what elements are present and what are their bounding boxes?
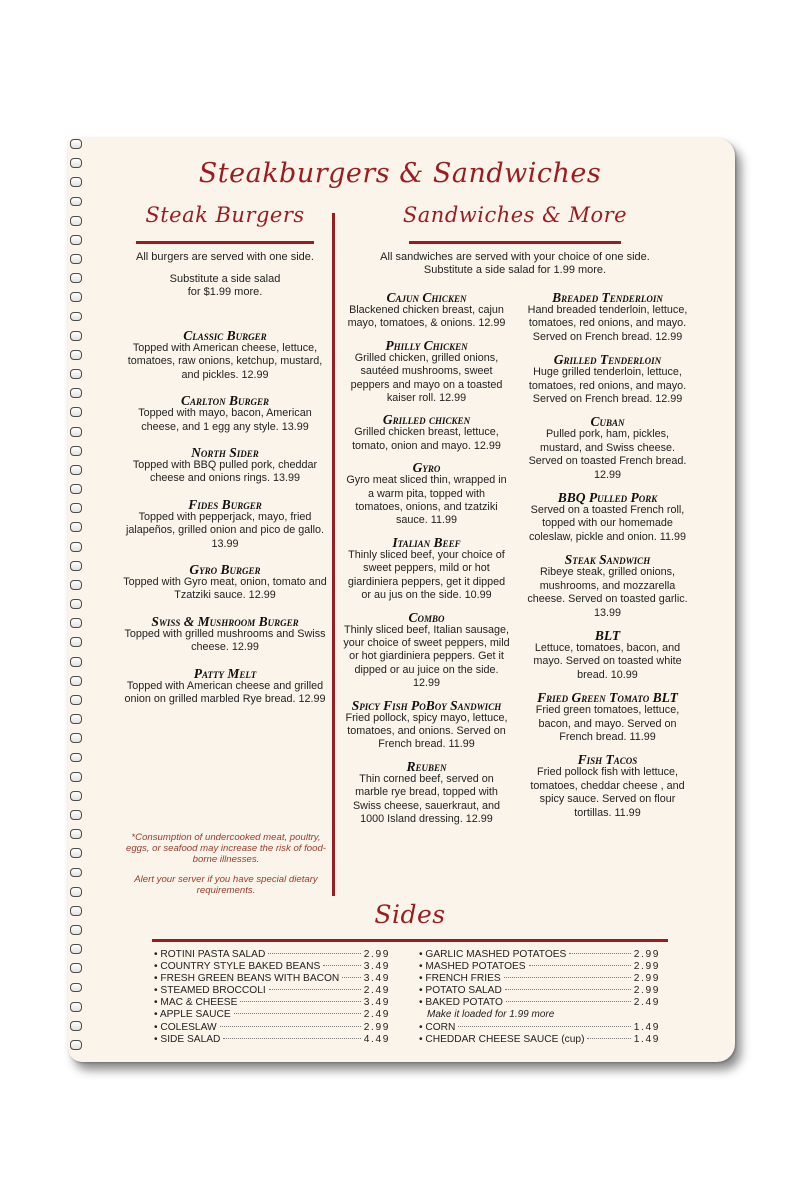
menu-item-description: Topped with BBQ pulled pork, cheddar cheese and onions rings. 13.99 [132, 459, 318, 485]
menu-item-name: Swiss & Mushroom Burger [151, 613, 299, 629]
sandwiches-left-column [343, 291, 510, 834]
spiral-ring [70, 561, 82, 571]
side-item-price: 1.49 [633, 1033, 660, 1045]
spiral-ring [70, 503, 82, 513]
spiral-ring [70, 791, 82, 801]
spiral-ring [70, 522, 82, 532]
menu-item-name: Gyro Burger [189, 562, 261, 578]
side-item-price: 2.49 [633, 997, 660, 1009]
menu-item-name: Fish Tacos [577, 752, 638, 768]
spiral-ring [70, 868, 82, 878]
menu-item-description: Thinly sliced beef, Italian sausage, your choice of sweet peppers, mild or hot giardiniera peppers. Get it dipped or au juice on the side. 12.99 [343, 623, 510, 690]
spiral-ring [70, 446, 82, 456]
steak-burgers-column [118, 251, 332, 719]
menu-item-description: Fried pollock fish with lettuce, tomatoes, cheddar cheese , and spicy sauce. Served on flour tortillas. 11.99 [530, 766, 685, 819]
menu-item-name: BLT [594, 627, 621, 643]
side-item-price: 2.99 [363, 1021, 390, 1033]
menu-item [524, 691, 691, 744]
menu-item [343, 536, 510, 603]
menu-item-description: Topped with grilled mushrooms and Swiss cheese. 12.99 [124, 627, 326, 654]
side-item-price: 3.49 [363, 961, 390, 973]
steak-burgers-heading: Steak Burgers [145, 203, 305, 227]
menu-item-description: Lettuce, tomatoes, bacon, and mayo. Served on toasted white bread. 10.99 [533, 641, 682, 681]
side-item-name: • SIDE SALAD [154, 1033, 221, 1045]
side-item-name: • MASHED POTATOES [419, 961, 526, 973]
menu-item-description: Grilled chicken breast, lettuce, tomato, onion and mayo. 12.99 [352, 426, 501, 452]
side-item-price: 2.99 [363, 949, 390, 960]
side-item [154, 973, 390, 985]
side-item [419, 949, 660, 961]
dot-leader [240, 1001, 360, 1002]
side-item-name: • CHEDDAR CHEESE SAUCE (cup) [419, 1033, 585, 1045]
food-safety-disclaimer: *Consumption of undercooked meat, poultry, eggs, or seafood may increase the risk of food-borne illnesses. [126, 832, 326, 865]
menu-item [343, 291, 510, 331]
side-item-price: 2.99 [633, 973, 660, 985]
menu-item-description: Topped with mayo, bacon, American cheese, and 1 egg any style. 13.99 [138, 407, 312, 433]
spiral-ring [70, 484, 82, 494]
side-item-name: • POTATO SALAD [419, 985, 502, 997]
side-item-price: 2.49 [363, 1009, 390, 1021]
steak-burgers-rule [136, 241, 314, 244]
spiral-ring [70, 829, 82, 839]
side-item-price: 1.49 [633, 1021, 660, 1033]
menu-item-name: Steak Sandwich [564, 552, 651, 568]
side-item-price: 2.49 [363, 985, 390, 997]
dot-leader [323, 965, 361, 966]
spiral-ring [70, 1021, 82, 1031]
spiral-ring [70, 848, 82, 858]
sandwiches-right-column [524, 291, 691, 829]
menu-item-name: Cuban [590, 414, 625, 430]
menu-item-name: Grilled Tenderloin [553, 352, 662, 368]
spiral-ring [70, 139, 82, 149]
side-item [419, 961, 660, 973]
menu-item-name: Fides Burger [188, 496, 262, 512]
side-item [154, 961, 390, 973]
menu-item [343, 760, 510, 827]
dot-leader [504, 977, 631, 978]
menu-item-name: Grilled chicken [382, 412, 471, 428]
side-item [419, 1034, 660, 1046]
menu-item-name: Fried Green Tomato BLT [537, 690, 678, 706]
dietary-disclaimer: Alert your server if you have special dietary requirements. [134, 874, 318, 896]
spiral-ring [70, 810, 82, 820]
side-item-name: • MAC & CHEESE [154, 997, 238, 1009]
sides-right-list [419, 949, 660, 1046]
spiral-ring [70, 599, 82, 609]
spiral-ring [70, 1002, 82, 1012]
spiral-ring [70, 369, 82, 379]
sandwiches-heading: Sandwiches & More [402, 203, 628, 227]
side-item [154, 1009, 390, 1021]
spiral-ring [70, 312, 82, 322]
burgers-list [118, 329, 332, 707]
menu-item [118, 446, 332, 486]
burgers-salad-note-2: for $1.99 more. [187, 286, 263, 298]
spiral-ring [70, 676, 82, 686]
side-item-price: 2.99 [633, 985, 660, 997]
dot-leader [506, 1001, 631, 1002]
menu-item-description: Topped with American cheese, lettuce, tomatoes, raw onions, ketchup, mustard, and pickles. 12.99 [127, 342, 323, 381]
dot-leader [569, 953, 630, 954]
spiral-ring [70, 216, 82, 226]
menu-item-name: Combo [408, 609, 445, 625]
side-item-price: 2.99 [633, 961, 660, 973]
spiral-ring [70, 772, 82, 782]
spiral-ring [70, 637, 82, 647]
spiral-ring [70, 618, 82, 628]
dot-leader [223, 1038, 360, 1039]
menu-item [343, 461, 510, 528]
menu-item-description: Huge grilled tenderloin, lettuce, tomatoes, red onions, and mayo. Served on French bread. 12.99 [528, 366, 687, 406]
dot-leader [342, 977, 361, 978]
spiral-ring [70, 580, 82, 590]
spiral-ring [70, 254, 82, 264]
menu-item-description: Ribeye steak, grilled onions, mushrooms, and mozzarella cheese. Served on toasted garlic. 13.99 [527, 566, 688, 619]
dot-leader [268, 953, 360, 954]
sides-rule [152, 939, 668, 942]
sandwiches-rule [409, 241, 621, 244]
menu-item [118, 667, 332, 707]
page-title: Steakburgers & Sandwiches [198, 158, 602, 189]
side-item-name: • FRENCH FRIES [419, 973, 501, 985]
side-item-name: • FRESH GREEN BEANS WITH BACON [154, 973, 340, 985]
spiral-ring [70, 887, 82, 897]
menu-item [524, 291, 691, 344]
menu-item-description: Served on a toasted French roll, topped with our homemade coleslaw, pickle and onion. 11.99 [528, 504, 687, 543]
burgers-side-note: All burgers are served with one side. [136, 251, 314, 263]
menu-item-description: Fried green tomatoes, lettuce, bacon, and mayo. Served on French bread. 11.99 [535, 704, 680, 743]
spiral-ring [70, 235, 82, 245]
menu-item-description: Topped with pepperjack, mayo, fried jalapeños, grilled onion and pico de gallo. 13.99 [125, 510, 325, 550]
dot-leader [220, 1026, 361, 1027]
menu-item [343, 339, 510, 406]
menu-item [343, 699, 510, 752]
spiral-ring [70, 906, 82, 916]
spiral-ring [70, 753, 82, 763]
spiral-ring [70, 197, 82, 207]
menu-item [524, 753, 691, 820]
side-item-price: 3.49 [363, 997, 390, 1009]
spiral-ring [70, 427, 82, 437]
side-item [154, 1022, 390, 1034]
menu-item-description: Fried pollock, spicy mayo, lettuce, tomatoes, and onions. Served on French bread. 11.99 [345, 711, 508, 751]
menu-item-name: Italian Beef [392, 534, 461, 550]
dot-leader [529, 965, 631, 966]
side-item-name: • CORN [419, 1021, 456, 1033]
menu-item [118, 329, 332, 382]
side-item-price: 4.49 [363, 1033, 390, 1045]
side-item-name: • GARLIC MASHED POTATOES [419, 949, 567, 960]
spiral-ring [70, 542, 82, 552]
menu-item-name: Philly Chicken [385, 337, 468, 353]
menu-item [524, 415, 691, 482]
menu-item-description: Pulled pork, ham, pickles, mustard, and Swiss cheese. Served on toasted French bread. 12.99 [528, 428, 687, 481]
menu-item [524, 553, 691, 620]
menu-item-name: Breaded Tenderloin [552, 290, 663, 305]
spiral-ring [70, 714, 82, 724]
menu-item [343, 611, 510, 691]
sides-left-list [154, 949, 390, 1046]
sandwiches-notes [345, 251, 685, 277]
disclaimer-block [126, 832, 326, 896]
menu-item [343, 413, 510, 453]
menu-item-name: Patty Melt [193, 665, 257, 681]
menu-item-description: Gyro meat sliced thin, wrapped in a warm pita, topped with tomatoes, onions, and tzatziki sauce. 11.99 [346, 474, 507, 527]
side-item-name: • APPLE SAUCE [154, 1009, 231, 1021]
spiral-ring [70, 963, 82, 973]
spiral-ring [70, 465, 82, 475]
spiral-ring [70, 1040, 82, 1050]
dot-leader [234, 1013, 361, 1014]
menu-item-name: North Sider [191, 445, 259, 461]
side-item [154, 1034, 390, 1046]
side-item-name: • COLESLAW [154, 1021, 217, 1033]
menu-item [524, 491, 691, 544]
menu-item-name: Spicy Fish PoBoy Sandwich [351, 697, 502, 713]
side-item-price: 2.99 [633, 949, 660, 960]
menu-item-name: Gyro [412, 460, 441, 476]
dot-leader [458, 1026, 630, 1027]
menu-item-description: Hand breaded tenderloin, lettuce, tomatoes, red onions, and mayo. Served on French bread. 12.99 [527, 304, 688, 343]
burgers-salad-note-1: Substitute a side salad [169, 273, 281, 285]
menu-item-description: Blackened chicken breast, cajun mayo, tomatoes, & onions. 12.99 [347, 304, 506, 330]
side-item [419, 973, 660, 985]
menu-item [118, 563, 332, 603]
side-item [154, 949, 390, 961]
side-item [154, 985, 390, 997]
side-item [419, 985, 660, 997]
menu-item-description: Thin corned beef, served on marble rye bread, topped with Swiss cheese, sauerkraut, and 1000 Island dressing. 12.99 [352, 772, 501, 825]
menu-item-name: Classic Burger [183, 328, 267, 343]
spiral-ring [70, 925, 82, 935]
spiral-binding [70, 139, 86, 1059]
menu-item [524, 629, 691, 682]
side-item [419, 997, 660, 1009]
menu-item-name: BBQ Pulled Pork [557, 490, 658, 506]
side-item-name: • COUNTRY STYLE BAKED BEANS [154, 961, 321, 973]
side-item-name: • ROTINI PASTA SALAD [154, 949, 266, 960]
spiral-ring [70, 983, 82, 993]
spiral-ring [70, 292, 82, 302]
sandwiches-salad-note: Substitute a side salad for 1.99 more. [423, 264, 607, 276]
side-item [154, 997, 390, 1009]
spiral-ring [70, 273, 82, 283]
menu-item-description: Grilled chicken, grilled onions, sautéed mushrooms, sweet peppers and mayo on a toasted kaiser roll. 12.99 [350, 351, 503, 405]
side-item [419, 1022, 660, 1034]
spiral-ring [70, 350, 82, 360]
menu-item [524, 353, 691, 406]
menu-item-name: Carlton Burger [180, 393, 270, 409]
menu-item [118, 394, 332, 434]
spiral-ring [70, 733, 82, 743]
sides-heading: Sides [374, 900, 446, 929]
menu-item-description: Topped with Gyro meat, onion, tomato and Tzatziki sauce. 12.99 [123, 576, 327, 602]
side-item-name: • BAKED POTATO [419, 997, 503, 1009]
spiral-ring [70, 331, 82, 341]
menu-item-description: Topped with American cheese and grilled onion on grilled marbled Rye bread. 12.99 [124, 679, 326, 706]
menu-item [118, 615, 332, 655]
baked-potato-note: Make it loaded for 1.99 more [427, 1009, 555, 1021]
sandwiches-side-note: All sandwiches are served with your choice of one side. [380, 251, 650, 263]
dot-leader [587, 1038, 630, 1039]
dot-leader [505, 989, 631, 990]
spiral-ring [70, 944, 82, 954]
side-item-name: • STEAMED BROCCOLI [154, 985, 266, 997]
side-item-price: 3.49 [363, 973, 390, 985]
menu-item [118, 498, 332, 551]
dot-leader [269, 989, 361, 990]
spiral-ring [70, 388, 82, 398]
menu-item-description: Thinly sliced beef, your choice of sweet peppers, mild or hot giardiniera peppers, get it dipped or au jus on the side. 10.99 [347, 548, 506, 602]
spiral-ring [70, 407, 82, 417]
spiral-ring [70, 657, 82, 667]
menu-item-name: Reuben [406, 758, 447, 774]
column-divider [332, 213, 335, 896]
spiral-ring [70, 695, 82, 705]
menu-item-name: Cajun Chicken [386, 290, 467, 305]
